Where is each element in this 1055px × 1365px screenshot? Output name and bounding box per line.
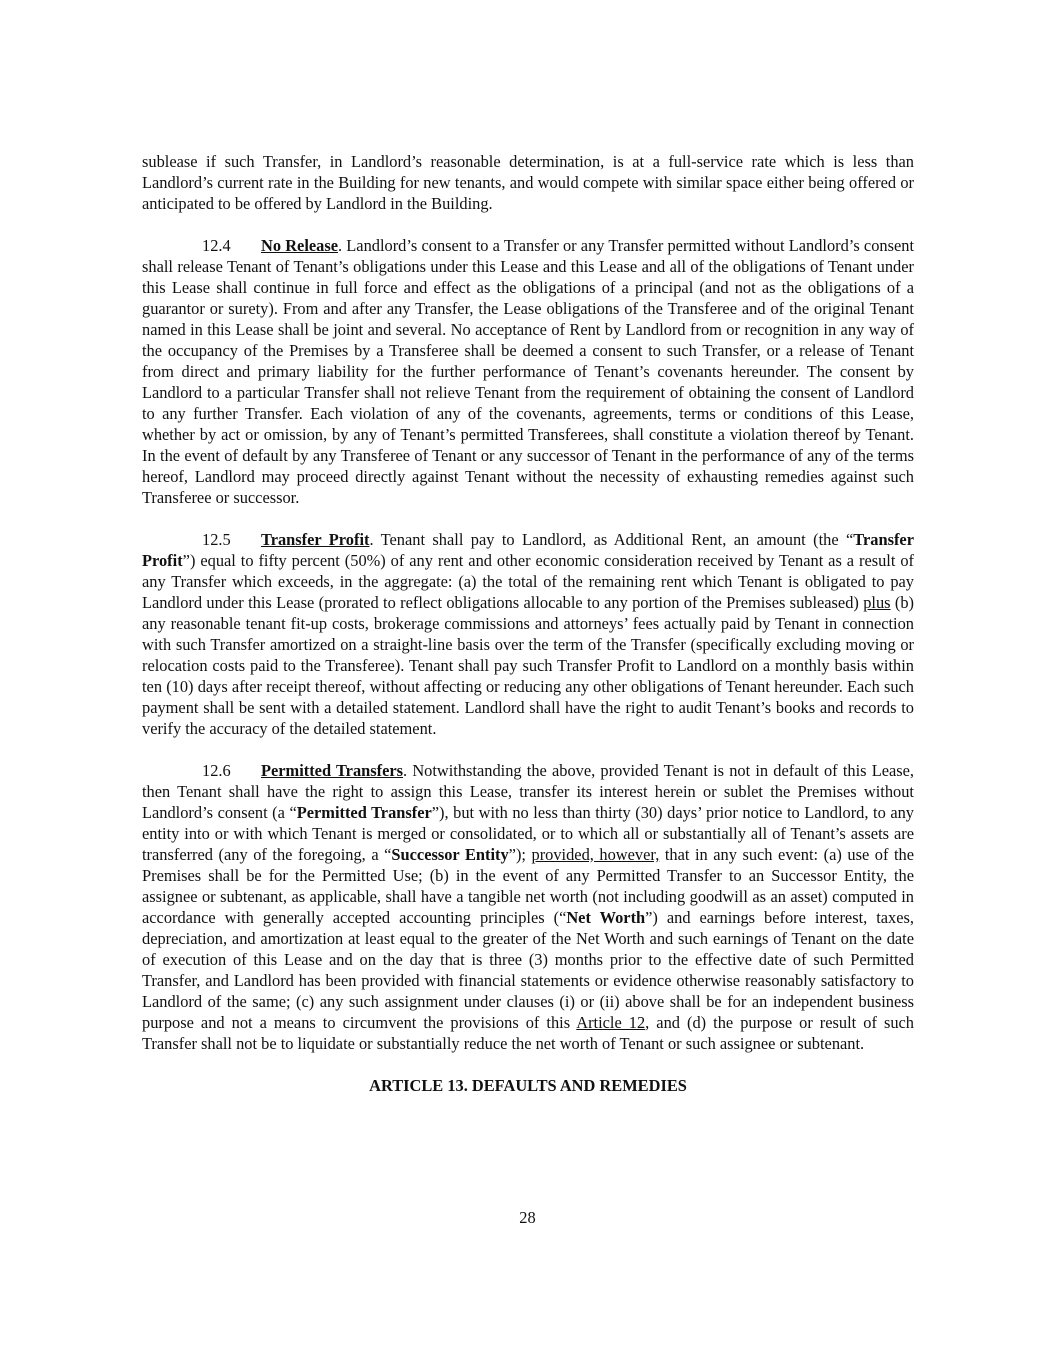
defined-term: Net Worth <box>566 908 646 927</box>
section-number: 12.4 <box>202 236 231 255</box>
section-text: ”) equal to fifty percent (50%) of any rent and other economic consideration received by Tenant as a result of any Transfer which exceeds, in the aggregate: (a) the total of the remaining rent which Tenant is obligated to pay Landlord under this Lease (prorated to reflect obligations allocable to any portion of the Premises subleased) <box>142 551 914 612</box>
article-reference: Article 12 <box>576 1013 646 1032</box>
section-number: 12.5 <box>202 530 231 549</box>
section-12-6 <box>142 760 914 1054</box>
defined-term: Successor Entity <box>391 845 509 864</box>
section-text: . Notwithstanding the above, provided Tenant is not in default of this Lease, then Tenant shall have the right to assign this Lease, transfer its interest herein or sublet the Premises without Landlord’s consent (a “ <box>142 761 915 822</box>
section-text: ”), but with no less than thirty (30) days’ prior notice to Landlord, to any entity into or with which Tenant is merged or consolidated, or to which all or substantially all of Tenant’s assets are transferred (any of the foregoing, a “ <box>142 803 914 864</box>
section-text: ”); <box>508 845 532 864</box>
section-title: No Release <box>261 236 339 255</box>
underlined-term: plus <box>863 593 891 612</box>
section-title: Transfer Profit <box>261 530 370 549</box>
section-text: . Landlord’s consent to a Transfer or any Transfer permitted without Landlord’s consent shall release Tenant of Tenant’s obligations under this Lease and this Lease and all of the obligations of Tenant under this Lease shall continue in full force and effect as the obligations of a principal (and not as the obligations of a guarantor or surety). From and after any Transfer, the Lease obligations of the Transferee and of the original Tenant named in this Lease shall be joint and several. No acceptance of Rent by Landlord from or recognition in any way of the occupancy of the Premises by a Transferee shall be deemed a consent to such Transfer, or a release of Tenant from direct and primary liability for the further performance of Tenant’s covenants hereunder. The consent by Landlord to a particular Transfer shall not relieve Tenant from the requirement of obtaining the consent of Landlord to any further Transfer. Each violation of any of the covenants, agreements, terms or conditions of this Lease, whether by act or omission, by any of Tenant’s permitted Transferees, shall constitute a violation thereof by Tenant. In the event of default by any Transferee of Tenant or any successor of Tenant in the performance of any of the terms hereof, Landlord may proceed directly against Tenant without the necessity of exhausting remedies against such Transferee or successor. <box>142 236 914 507</box>
section-12-4 <box>142 235 914 508</box>
page-number: 28 <box>519 1208 536 1227</box>
document-page <box>142 151 914 1096</box>
article-heading: ARTICLE 13. DEFAULTS AND REMEDIES <box>369 1076 687 1095</box>
section-text: ”) and earnings before interest, taxes, depreciation, and amortization at least equal to the greater of the Net Worth and such earnings of Tenant on the date of execution of this Lease and on the day that is three (3) months prior to the effective date of such Permitted Transfer, and Landlord has been provided with financial statements or evidence otherwise reasonably satisfactory to Landlord of the same; (c) any such assignment under clauses (i) or (ii) above shall be for an independent business purpose and not a means to circumvent the provisions of this <box>142 908 914 1032</box>
section-number: 12.6 <box>202 761 231 780</box>
section-text: (b) any reasonable tenant fit-up costs, brokerage commissions and attorneys’ fees actually paid by Tenant in connection with such Transfer amortized on a straight-line basis over the term of the Transfer (specifically excluding moving or relocation costs paid to the Transferee). Tenant shall pay such Transfer Profit to Landlord on a monthly basis within ten (10) days after receipt thereof, without affecting or reducing any other obligations of Tenant hereunder. Each such payment shall be sent with a detailed statement. Landlord shall have the right to audit Tenant’s books and records to verify the accuracy of the detailed statement. <box>142 593 914 738</box>
section-text: . Tenant shall pay to Landlord, as Additional Rent, an amount (the “ <box>369 530 854 549</box>
section-text: , and (d) the purpose or result of such Transfer shall not be to liquidate or substantially reduce the net worth of Tenant or such assignee or subtenant. <box>142 1013 914 1053</box>
section-12-5 <box>142 529 914 739</box>
opening-paragraph: sublease if such Transfer, in Landlord’s reasonable determination, is at a full-service rate which is less than Landlord’s current rate in the Building for new tenants, and would compete with similar space either being offered or anticipated to be offered by Landlord in the Building. <box>142 152 914 213</box>
section-title: Permitted Transfers <box>261 761 404 780</box>
section-text: that in any such event: (a) use of the Premises shall be for the Permitted Use; (b) in the event of any Permitted Transfer to an Successor Entity, the assignee or subtenant, as applicable, shall have a tangible net worth (not including goodwill as an asset) computed in accordance with generally accepted accounting principles (“ <box>142 845 914 927</box>
defined-term: Permitted Transfer <box>296 803 432 822</box>
underlined-term: provided, however, <box>531 845 660 864</box>
defined-term: Transfer Profit <box>142 530 914 570</box>
